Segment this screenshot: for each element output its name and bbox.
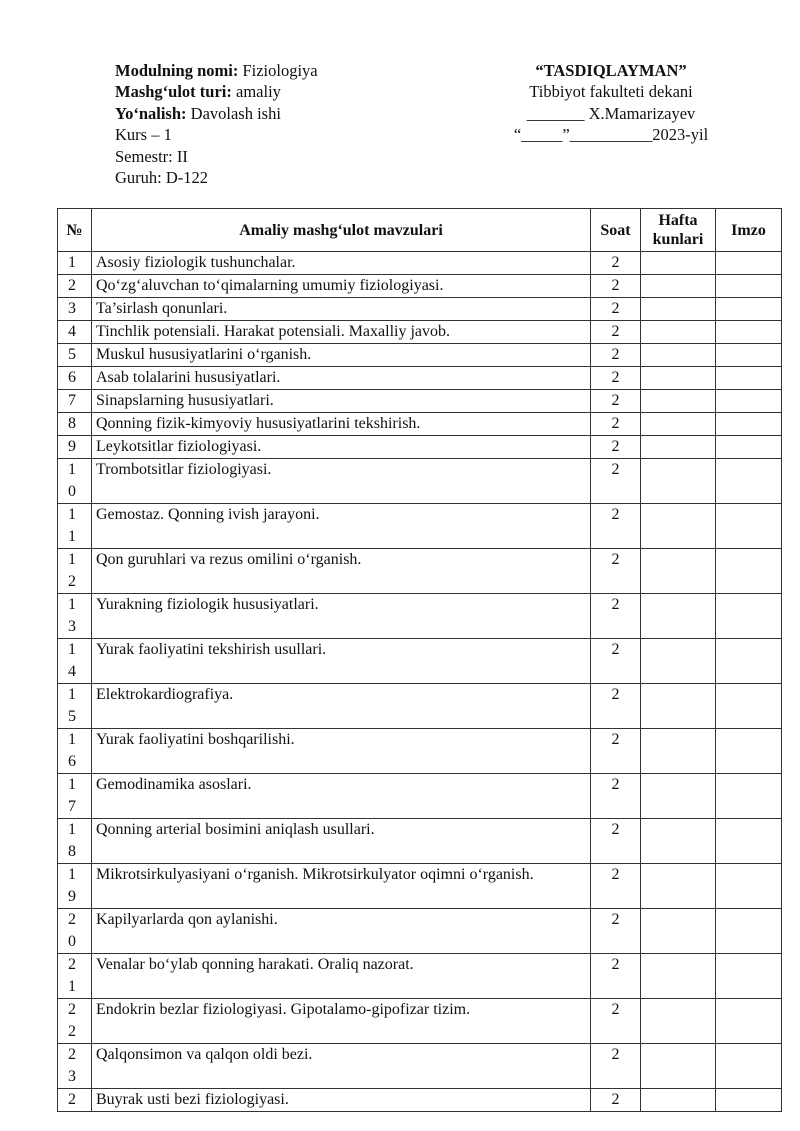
row-hours: 2 [591, 999, 641, 1044]
row-number [58, 954, 92, 999]
row-number-text: 9 [68, 438, 76, 455]
semester: Semestr: II [115, 146, 188, 166]
row-signature-cell[interactable] [716, 1044, 782, 1089]
table-row [58, 594, 782, 639]
row-signature-cell[interactable] [716, 639, 782, 684]
row-week-days-cell[interactable] [641, 252, 716, 275]
row-hours: 2 [591, 639, 641, 684]
row-signature-cell[interactable] [716, 684, 782, 729]
row-topic: Qonning fizik-kimyoviy hususiyatlarini tekshirish. [92, 413, 591, 436]
row-number-text: 21 [68, 956, 76, 995]
row-number-text: 14 [68, 641, 76, 680]
table-row [58, 275, 782, 298]
row-signature-cell[interactable] [716, 549, 782, 594]
row-hours: 2 [591, 275, 641, 298]
dean-position: Tibbiyot fakulteti dekani [529, 82, 693, 102]
row-hours: 2 [591, 459, 641, 504]
approval-date-line: “_____”__________2023-yil [513, 125, 709, 145]
row-week-days-cell[interactable] [641, 909, 716, 954]
table-row [58, 436, 782, 459]
row-hours: 2 [591, 413, 641, 436]
row-hours: 2 [591, 344, 641, 367]
table-row [58, 459, 782, 504]
table-row [58, 1089, 782, 1112]
row-number [58, 252, 92, 275]
row-number [58, 999, 92, 1044]
table-row [58, 774, 782, 819]
module-value: Fiziologiya [238, 61, 318, 80]
table-row [58, 549, 782, 594]
row-number [58, 436, 92, 459]
type-label: Mashg‘ulot turi: [115, 82, 232, 102]
row-number [58, 729, 92, 774]
row-hours: 2 [591, 1044, 641, 1089]
row-week-days-cell[interactable] [641, 390, 716, 413]
row-number [58, 549, 92, 594]
row-topic: Qo‘zg‘aluvchan to‘qimalarning umumiy fiziologiyasi. [92, 275, 591, 298]
table-row [58, 909, 782, 954]
row-number-text: 18 [68, 821, 76, 860]
row-signature-cell[interactable] [716, 909, 782, 954]
row-week-days-cell[interactable] [641, 504, 716, 549]
header-week-days: Hafta kunlari [641, 209, 716, 252]
approval-block [480, 60, 742, 146]
table-row [58, 864, 782, 909]
row-number [58, 774, 92, 819]
row-hours: 2 [591, 774, 641, 819]
row-number [58, 275, 92, 298]
row-number-text: 8 [68, 415, 76, 432]
row-signature-cell[interactable] [716, 252, 782, 275]
row-number [58, 367, 92, 390]
row-number-text: 13 [68, 596, 76, 635]
header-topic: Amaliy mashg‘ulot mavzulari [92, 209, 591, 252]
row-number [58, 504, 92, 549]
row-signature-cell[interactable] [716, 298, 782, 321]
approval-title: “TASDIQLAYMAN” [535, 61, 687, 80]
row-signature-cell[interactable] [716, 819, 782, 864]
row-signature-cell[interactable] [716, 594, 782, 639]
row-signature-cell[interactable] [716, 864, 782, 909]
row-number [58, 909, 92, 954]
table-row [58, 684, 782, 729]
table-row [58, 390, 782, 413]
row-week-days-cell[interactable] [641, 275, 716, 298]
row-number [58, 594, 92, 639]
row-hours: 2 [591, 504, 641, 549]
row-number-text: 11 [68, 506, 76, 545]
row-number [58, 390, 92, 413]
row-topic: Tinchlik potensiali. Harakat potensiali. Maxalliy javob. [92, 321, 591, 344]
header-signature: Imzo [716, 209, 782, 252]
row-hours: 2 [591, 298, 641, 321]
row-topic: Sinapslarning hususiyatlari. [92, 390, 591, 413]
row-signature-cell[interactable] [716, 954, 782, 999]
row-number [58, 819, 92, 864]
table-row [58, 252, 782, 275]
table-row [58, 1044, 782, 1089]
row-topic: Endokrin bezlar fiziologiyasi. Gipotalamo-gipofizar tizim. [92, 999, 591, 1044]
table-row [58, 999, 782, 1044]
header-hours: Soat [591, 209, 641, 252]
row-number-text: 12 [68, 551, 76, 590]
row-number-text: 4 [68, 323, 76, 340]
row-week-days-cell[interactable] [641, 864, 716, 909]
row-number [58, 413, 92, 436]
row-topic: Kapilyarlarda qon aylanishi. [92, 909, 591, 954]
row-number [58, 684, 92, 729]
row-number [58, 459, 92, 504]
row-week-days-cell[interactable] [641, 321, 716, 344]
table-header-row [58, 209, 782, 252]
row-topic: Elektrokardiografiya. [92, 684, 591, 729]
row-signature-cell[interactable] [716, 774, 782, 819]
row-hours: 2 [591, 819, 641, 864]
row-week-days-cell[interactable] [641, 684, 716, 729]
row-week-days-cell[interactable] [641, 459, 716, 504]
row-hours: 2 [591, 729, 641, 774]
table-row [58, 954, 782, 999]
row-signature-cell[interactable] [716, 390, 782, 413]
row-signature-cell[interactable] [716, 459, 782, 504]
row-topic: Asab tolalarini hususiyatlari. [92, 367, 591, 390]
row-number-text: 16 [68, 731, 76, 770]
row-week-days-cell[interactable] [641, 1089, 716, 1112]
row-topic: Ta’sirlash qonunlari. [92, 298, 591, 321]
row-number-text: 19 [68, 866, 76, 905]
row-hours: 2 [591, 321, 641, 344]
row-topic: Leykotsitlar fiziologiyasi. [92, 436, 591, 459]
row-week-days-cell[interactable] [641, 594, 716, 639]
row-signature-cell[interactable] [716, 504, 782, 549]
row-week-days-cell[interactable] [641, 639, 716, 684]
row-number-text: 5 [68, 346, 76, 363]
type-value: amaliy [231, 82, 281, 102]
header-number: № [58, 209, 92, 252]
direction-label: Yo‘nalish: [115, 103, 187, 123]
row-number-text: 23 [68, 1046, 76, 1085]
row-number-text: 2 [68, 1091, 76, 1108]
table-row [58, 639, 782, 684]
table-row [58, 729, 782, 774]
dean-signature-line: _______ X.Mamarizayev [526, 103, 696, 123]
row-week-days-cell[interactable] [641, 367, 716, 390]
row-week-days-cell[interactable] [641, 999, 716, 1044]
row-number [58, 639, 92, 684]
row-topic: Yurak faoliyatini boshqarilishi. [92, 729, 591, 774]
row-week-days-cell[interactable] [641, 413, 716, 436]
schedule-table [57, 208, 782, 1112]
row-signature-cell[interactable] [716, 275, 782, 298]
row-topic: Yurakning fiziologik hususiyatlari. [92, 594, 591, 639]
row-number [58, 344, 92, 367]
row-topic: Qon guruhlari va rezus omilini o‘rganish. [92, 549, 591, 594]
module-label: Modulning nomi: [115, 61, 239, 80]
row-number-text: 17 [68, 776, 76, 815]
row-number [58, 864, 92, 909]
row-topic: Venalar bo‘ylab qonning harakati. Oraliq nazorat. [92, 954, 591, 999]
row-week-days-cell[interactable] [641, 819, 716, 864]
row-topic: Mikrotsirkulyasiyani o‘rganish. Mikrotsirkulyator oqimni o‘rganish. [92, 864, 591, 909]
row-hours: 2 [591, 436, 641, 459]
row-signature-cell[interactable] [716, 729, 782, 774]
row-week-days-cell[interactable] [641, 549, 716, 594]
row-hours: 2 [591, 549, 641, 594]
row-week-days-cell[interactable] [641, 774, 716, 819]
row-topic: Yurak faoliyatini tekshirish usullari. [92, 639, 591, 684]
table-row [58, 321, 782, 344]
row-topic: Buyrak usti bezi fiziologiyasi. [92, 1089, 591, 1112]
row-topic: Gemodinamika asoslari. [92, 774, 591, 819]
row-signature-cell[interactable] [716, 367, 782, 390]
row-topic: Asosiy fiziologik tushunchalar. [92, 252, 591, 275]
row-week-days-cell[interactable] [641, 1044, 716, 1089]
row-number [58, 298, 92, 321]
course: Kurs – 1 [115, 125, 172, 145]
row-number-text: 3 [68, 300, 76, 317]
row-hours: 2 [591, 864, 641, 909]
table-row [58, 344, 782, 367]
row-hours: 2 [591, 367, 641, 390]
row-hours: 2 [591, 909, 641, 954]
table-row [58, 504, 782, 549]
row-topic: Trombotsitlar fiziologiyasi. [92, 459, 591, 504]
row-signature-cell[interactable] [716, 344, 782, 367]
row-week-days-cell[interactable] [641, 344, 716, 367]
row-hours: 2 [591, 252, 641, 275]
row-number-text: 1 [68, 254, 76, 271]
direction-value: Davolash ishi [186, 103, 281, 123]
table-row [58, 819, 782, 864]
row-week-days-cell[interactable] [641, 729, 716, 774]
row-number [58, 1089, 92, 1112]
table-row [58, 413, 782, 436]
row-hours: 2 [591, 684, 641, 729]
row-number-text: 22 [68, 1001, 76, 1040]
row-hours: 2 [591, 1089, 641, 1112]
row-week-days-cell[interactable] [641, 298, 716, 321]
row-number-text: 15 [68, 686, 76, 725]
row-hours: 2 [591, 390, 641, 413]
row-hours: 2 [591, 954, 641, 999]
row-number-text: 7 [68, 392, 76, 409]
row-number-text: 2 [68, 277, 76, 294]
row-number-text: 6 [68, 369, 76, 386]
table-row [58, 298, 782, 321]
row-topic: Qonning arterial bosimini aniqlash usullari. [92, 819, 591, 864]
row-topic: Gemostaz. Qonning ivish jarayoni. [92, 504, 591, 549]
row-hours: 2 [591, 594, 641, 639]
group: Guruh: D-122 [115, 168, 209, 188]
row-signature-cell[interactable] [716, 413, 782, 436]
row-week-days-cell[interactable] [641, 954, 716, 999]
module-info [115, 60, 318, 188]
row-number [58, 1044, 92, 1089]
row-signature-cell[interactable] [716, 999, 782, 1044]
row-signature-cell[interactable] [716, 436, 782, 459]
row-number [58, 321, 92, 344]
row-topic: Muskul hususiyatlarini o‘rganish. [92, 344, 591, 367]
row-topic: Qalqonsimon va qalqon oldi bezi. [92, 1044, 591, 1089]
row-signature-cell[interactable] [716, 321, 782, 344]
row-week-days-cell[interactable] [641, 436, 716, 459]
table-row [58, 367, 782, 390]
row-number-text: 10 [68, 461, 76, 500]
row-number-text: 20 [68, 911, 76, 950]
row-signature-cell[interactable] [716, 1089, 782, 1112]
table-body [58, 252, 782, 1112]
